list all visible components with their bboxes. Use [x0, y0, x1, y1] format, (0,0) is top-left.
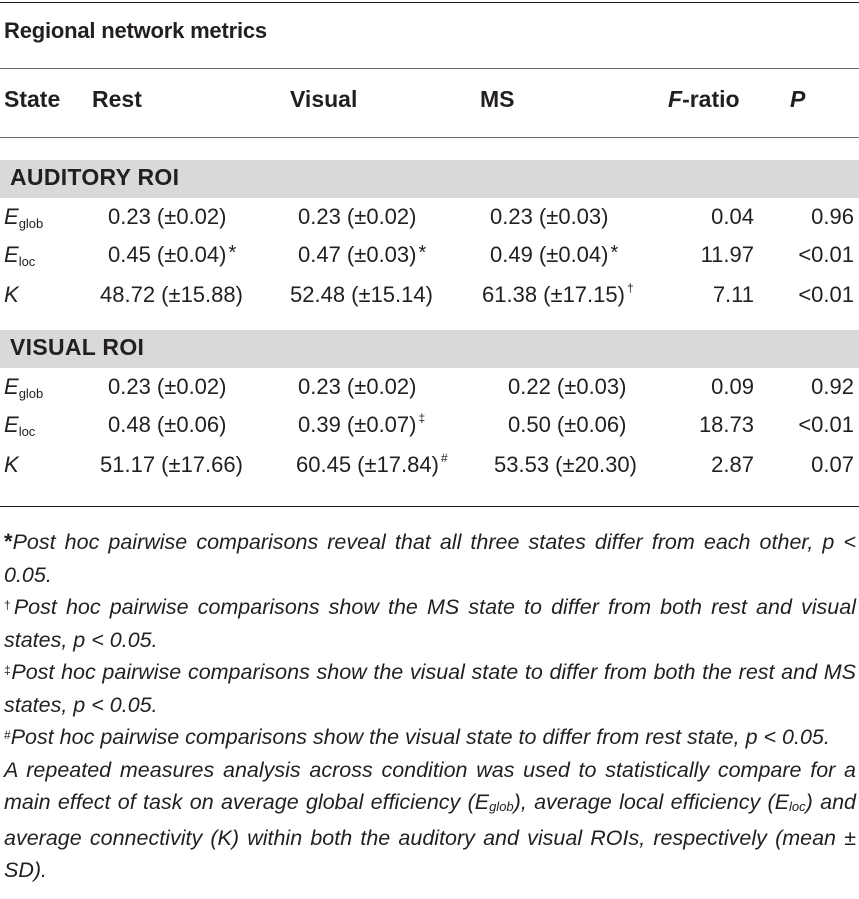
footnote-symbol: # — [4, 728, 11, 742]
table-bottom-rule — [0, 506, 859, 507]
value: 0.23 (±0.02) — [108, 204, 227, 229]
metric-label — [4, 374, 43, 400]
header-rule — [0, 137, 859, 138]
cell-ms — [490, 204, 608, 230]
footnote-3 — [4, 656, 856, 721]
metric-subscript: glob — [18, 216, 44, 231]
value: 61.38 (±17.15) — [482, 282, 625, 307]
col-header-rest: Rest — [92, 86, 142, 112]
cell-p: 0.92 — [811, 374, 854, 399]
table-footnotes — [4, 526, 856, 887]
metric-symbol: E — [4, 204, 19, 229]
cell-ms — [482, 282, 634, 308]
value: 0.23 (±0.02) — [108, 374, 227, 399]
table-row — [0, 204, 859, 240]
footnote-subscript: loc — [789, 799, 806, 814]
footnote-subscript: glob — [489, 799, 514, 814]
value: 0.39 (±0.07) — [298, 412, 417, 437]
value: 60.45 (±17.84) — [296, 452, 439, 477]
cell-rest — [100, 282, 243, 308]
cell-visual — [296, 452, 448, 478]
section-auditory-bar — [0, 160, 859, 198]
footnote-mark: * — [418, 242, 427, 264]
cell-visual — [290, 282, 433, 308]
metric-label — [4, 282, 19, 308]
footnote-mark: # — [440, 451, 448, 465]
col-header-visual: Visual — [290, 86, 358, 112]
value: 0.22 (±0.03) — [508, 374, 627, 399]
cell-p: <0.01 — [798, 412, 854, 437]
cell-f-ratio: 18.73 — [698, 412, 754, 437]
metric-label — [4, 242, 35, 268]
col-header-ms: MS — [480, 86, 515, 112]
col-header-p — [790, 86, 805, 113]
metric-subscript: glob — [18, 386, 44, 401]
footnote-mark: ‡ — [418, 411, 426, 425]
col-header-f-ratio — [668, 86, 740, 113]
value: 52.48 (±15.14) — [290, 282, 433, 307]
value: 0.50 (±0.06) — [508, 412, 627, 437]
footnote-text: A repeated measures analysis across condition was used to statistically compare for a main effect of task on average global efficiency (E — [4, 757, 856, 814]
cell-ms — [508, 374, 626, 400]
table-row — [0, 374, 859, 410]
footnote-symbol: † — [4, 598, 14, 612]
cell-visual — [298, 204, 416, 230]
metric-label — [4, 204, 43, 230]
cell-visual — [298, 412, 425, 438]
footnote-text: ) and average connectivity (K) within both the auditory and visual ROIs, respectively (mean ± SD). — [4, 790, 856, 882]
table-top-rule — [0, 2, 859, 3]
metric-subscript: loc — [18, 254, 36, 269]
cell-p: 0.07 — [811, 452, 854, 477]
value: 0.23 (±0.02) — [298, 204, 417, 229]
section-label: AUDITORY ROI — [10, 164, 180, 190]
cell-ms — [508, 412, 626, 438]
cell-ms — [494, 452, 637, 478]
footnote-text: Post hoc pairwise comparisons reveal that all three states differ from each other, p < 0.05. — [4, 530, 856, 587]
metric-label — [4, 452, 19, 478]
footnote-symbol: * — [4, 529, 13, 554]
cell-f-ratio: 11.97 — [700, 242, 754, 267]
footnote-mark: * — [228, 242, 237, 264]
footnote-5 — [4, 754, 856, 887]
p-letter: P — [790, 86, 806, 112]
footnote-mark: * — [610, 242, 619, 264]
metric-label — [4, 412, 35, 438]
footnote-mark: † — [626, 281, 634, 295]
cell-f-ratio: 0.09 — [711, 374, 754, 399]
table-caption: Regional network metrics — [4, 18, 267, 43]
value: 0.23 (±0.03) — [490, 204, 609, 229]
value: 48.72 (±15.88) — [100, 282, 243, 307]
value: 0.47 (±0.03) — [298, 242, 417, 267]
f-letter: F — [668, 86, 683, 112]
table-row — [0, 282, 859, 318]
cell-rest — [108, 412, 226, 438]
cell-f-ratio: 0.04 — [711, 204, 754, 229]
value: 0.45 (±0.04) — [108, 242, 227, 267]
cell-f-ratio: 7.11 — [712, 282, 754, 307]
metric-symbol: E — [4, 412, 19, 437]
section-visual-bar — [0, 330, 859, 368]
footnote-text: Post hoc pairwise comparisons show the MS state to differ from both rest and visual states, p < 0.05. — [4, 595, 856, 652]
cell-rest — [108, 204, 226, 230]
cell-rest — [108, 242, 236, 268]
footnote-text: Post hoc pairwise comparisons show the visual state to differ from rest state, p < 0.05. — [10, 725, 830, 749]
f-ratio-suffix: -ratio — [682, 86, 740, 112]
cell-p: <0.01 — [798, 282, 854, 307]
cell-visual — [298, 374, 416, 400]
value: 53.53 (±20.30) — [494, 452, 637, 477]
cell-p: <0.01 — [798, 242, 854, 267]
cell-ms — [490, 242, 618, 268]
cell-visual — [298, 242, 426, 268]
footnote-2 — [4, 591, 856, 656]
table-row — [0, 242, 859, 278]
caption-rule — [0, 68, 859, 69]
value: 51.17 (±17.66) — [100, 452, 243, 477]
section-label: VISUAL ROI — [10, 334, 145, 360]
footnote-text: Post hoc pairwise comparisons show the visual state to differ from both the rest and MS states, p < 0.05. — [4, 660, 856, 717]
metric-symbol: K — [4, 282, 19, 307]
cell-p: 0.96 — [811, 204, 854, 229]
cell-rest — [108, 374, 226, 400]
footnote-symbol: ‡ — [4, 663, 12, 677]
footnote-1 — [4, 526, 856, 591]
metric-symbol: E — [4, 374, 19, 399]
metric-symbol: K — [4, 452, 19, 477]
table-row — [0, 412, 859, 448]
cell-rest — [100, 452, 243, 478]
table-row — [0, 452, 859, 488]
metric-subscript: loc — [18, 424, 36, 439]
footnote-text: ), average local efficiency (E — [513, 790, 790, 814]
value: 0.48 (±0.06) — [108, 412, 227, 437]
value: 0.49 (±0.04) — [490, 242, 609, 267]
col-header-state: State — [4, 86, 61, 112]
footnote-4 — [4, 721, 856, 754]
metric-symbol: E — [4, 242, 19, 267]
cell-f-ratio: 2.87 — [711, 452, 754, 477]
value: 0.23 (±0.02) — [298, 374, 417, 399]
